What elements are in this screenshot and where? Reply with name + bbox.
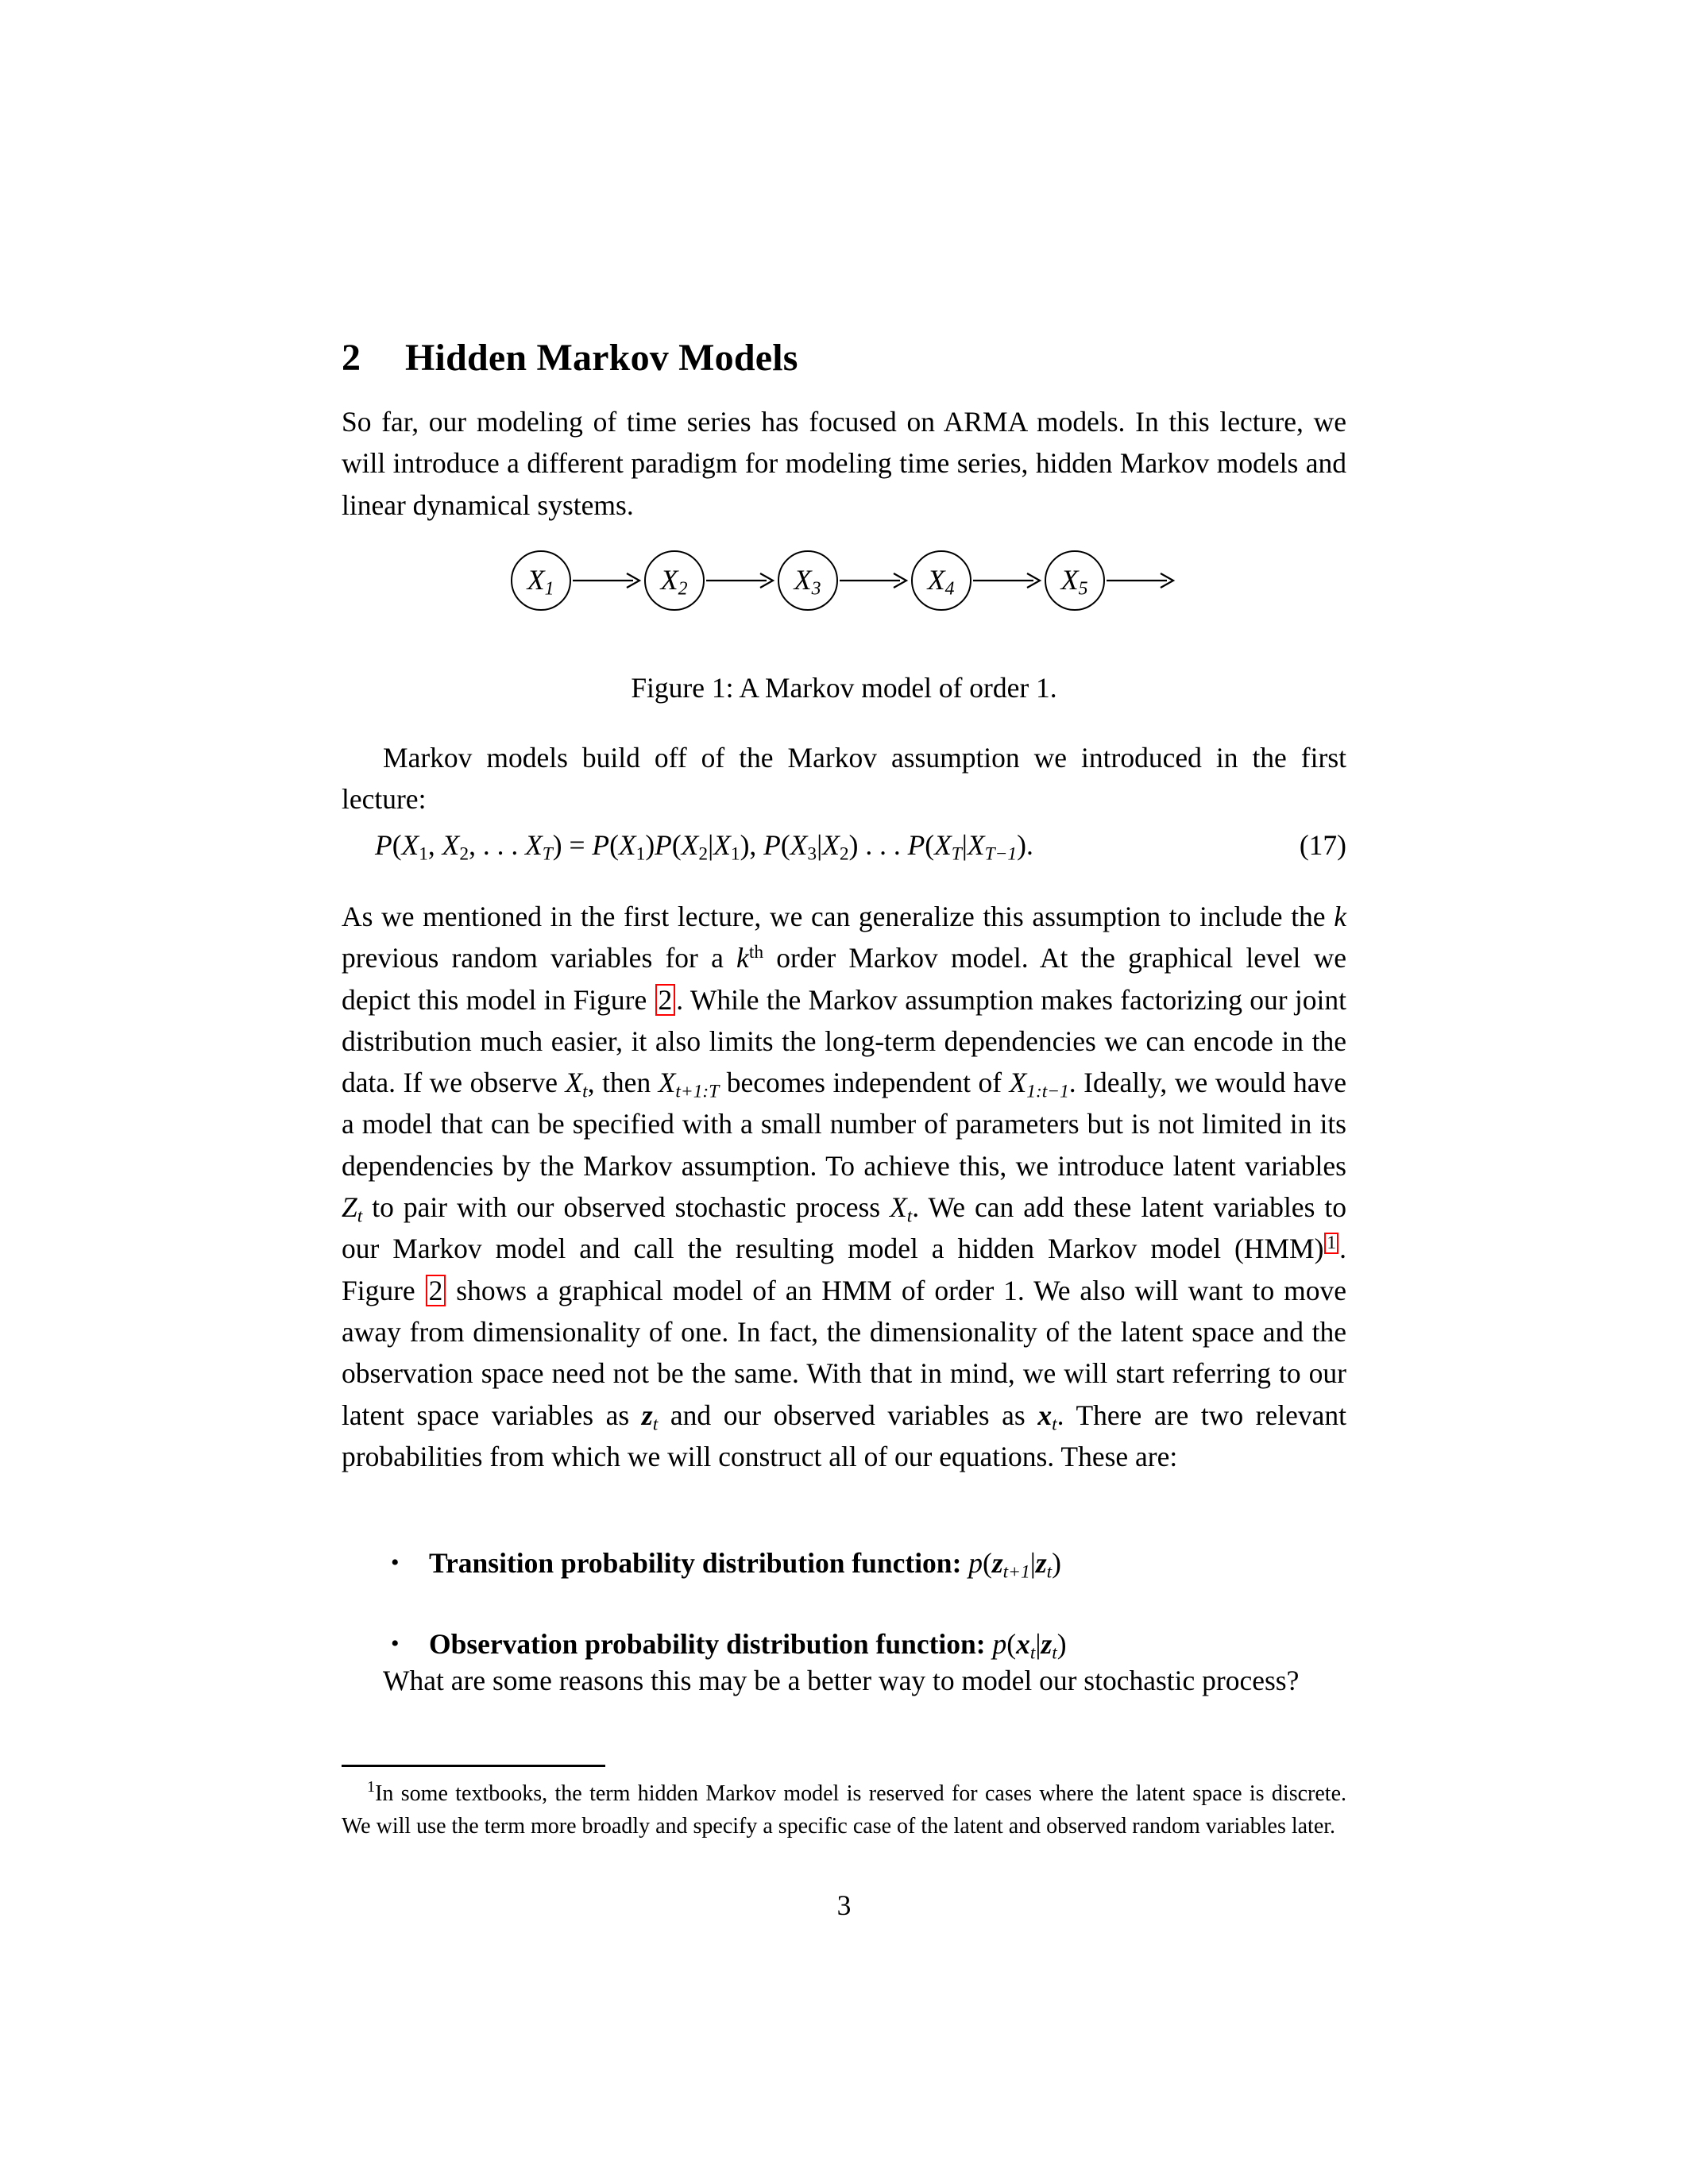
node-label-base: X xyxy=(660,564,678,596)
text-run: shows a graphical model of an HMM of order 1. We also will want to move away from dimensionality of one. In fact, the dimensionality of the latent space and the observation space need not be the same. With that in mind, we will start referring to our latent space variables as xyxy=(342,1274,1346,1431)
eq-sub: 2 xyxy=(839,843,849,865)
math-p: p xyxy=(992,1628,1007,1660)
markov-assumption-paragraph: Markov models build off of the Markov assumption we introduced in the first lecture: xyxy=(342,742,1346,816)
chain-arrow-1 xyxy=(571,566,644,595)
eq-P: P xyxy=(763,829,781,861)
eq-X: X xyxy=(618,829,636,861)
math-X: X xyxy=(1009,1067,1027,1099)
math-bar: | xyxy=(1035,1628,1041,1660)
chain-node-x2 xyxy=(644,550,705,611)
eq-bar: | xyxy=(708,829,714,861)
eq-X: X xyxy=(525,829,543,861)
list-item xyxy=(342,1542,1346,1584)
eq-dots: . . . xyxy=(865,829,901,861)
bullet-term: Transition probability distribution function xyxy=(429,1547,952,1579)
math-subscript: t xyxy=(357,1206,363,1227)
figure-2-reference-link[interactable]: 2 xyxy=(655,984,676,1016)
math-k: k xyxy=(1334,901,1346,932)
math-x-vector: x xyxy=(1037,1399,1053,1431)
eq-P: P xyxy=(375,829,392,861)
eq-bar: | xyxy=(817,829,823,861)
eq-sub: 1 xyxy=(635,843,646,865)
eq-sub: 3 xyxy=(807,843,817,865)
chain-node-x3 xyxy=(778,550,838,611)
equation-17-body: $P(X_1$, $X_2$, . . . $X_T) = P(X_1)P(X_2|X_1)$, $P(X_3|X_2)$ . . . $P(X_T|X_{T-1})$. xyxy=(375,829,1033,865)
math-paren-close: ) xyxy=(1056,1628,1067,1660)
probability-definitions-list xyxy=(342,1542,1346,1665)
eq-bar: | xyxy=(961,829,968,861)
footnote-block xyxy=(342,1777,1346,1843)
math-subscript: t xyxy=(1052,1414,1057,1435)
chain-node-x5 xyxy=(1045,550,1105,611)
figure-2-reference-link[interactable]: 2 xyxy=(426,1275,446,1306)
eq-X: X xyxy=(442,829,460,861)
footnote-mark: 1 xyxy=(367,1777,376,1796)
eq-comma: , xyxy=(427,829,435,861)
math-z-vector: z xyxy=(641,1399,653,1431)
closing-paragraph: What are some reasons this may be a better way to model our stochastic process? xyxy=(383,1665,1300,1696)
eq-sub: T xyxy=(951,843,962,865)
text-run: previous random variables for a xyxy=(342,942,737,974)
text-run: . Ideally, we would have a model that can be specified with a small number of parameters but is not limited in its dependencies by the Markov assumption. To achieve this, we introduce latent variables xyxy=(342,1067,1346,1182)
bullet-colon: : xyxy=(975,1628,986,1660)
text-run: becomes independent of xyxy=(719,1067,1010,1099)
node-label-subscript: 3 xyxy=(811,578,821,600)
markov-chain-diagram xyxy=(511,550,1178,611)
eq-X: X xyxy=(790,829,808,861)
math-subscript: t xyxy=(1052,1642,1057,1664)
eq-period: . xyxy=(1026,829,1033,861)
text-run: . We can add these latent variables to our Markov model and call the resulting model a hidden Markov model (HMM) xyxy=(342,1191,1346,1265)
math-th-superscript: th xyxy=(748,942,764,963)
math-k: k xyxy=(736,942,749,974)
node-label-base: X xyxy=(1060,564,1079,596)
eq-X: X xyxy=(822,829,840,861)
figure-1-markov-chain xyxy=(0,550,1688,611)
math-subscript: 1:t−1 xyxy=(1026,1081,1069,1102)
chain-node-x4 xyxy=(911,550,971,611)
section-number: 2 xyxy=(342,337,361,379)
node-label-base: X xyxy=(794,564,812,596)
chain-arrow-trailing xyxy=(1105,566,1178,595)
intro-paragraph: So far, our modeling of time series has focused on ARMA models. In this lecture, we will introduce a different paradigm for modeling time series, hidden Markov models and linear dynamical systems. xyxy=(342,406,1346,521)
node-label-subscript: 2 xyxy=(678,578,688,600)
figure-1-caption: Figure 1: A Markov model of order 1. xyxy=(631,672,1057,704)
footnote-1-reference-link[interactable]: 1 xyxy=(1324,1233,1338,1254)
chain-arrow-4 xyxy=(971,566,1045,595)
math-z-vector: z xyxy=(1041,1628,1053,1660)
eq-X: X xyxy=(713,829,731,861)
page-number: 3 xyxy=(836,1889,852,1921)
eq-comma: , xyxy=(469,829,476,861)
eq-sub: 2 xyxy=(698,843,709,865)
math-X: X xyxy=(890,1191,907,1224)
footnote-text: In some textbooks, the term hidden Markov model is reserved for cases where the latent space is discrete. We will use the term more broadly and specify a specific case of the latent and observed random variables later. xyxy=(342,1781,1346,1839)
math-paren-open: ( xyxy=(1006,1628,1017,1660)
eq-P: P xyxy=(592,829,610,861)
node-label-subscript: 5 xyxy=(1078,578,1088,600)
list-item xyxy=(342,1623,1346,1665)
math-Z: Z xyxy=(342,1191,357,1224)
chain-arrow-2 xyxy=(705,566,778,595)
footnote-separator-rule xyxy=(342,1765,605,1767)
eq-P: P xyxy=(655,829,672,861)
math-subscript: t xyxy=(906,1206,913,1227)
eq-sub: T−1 xyxy=(984,843,1018,865)
eq-X: X xyxy=(401,829,419,861)
math-paren-open: ( xyxy=(983,1547,992,1579)
math-subscript: t xyxy=(652,1414,659,1435)
eq-sub: T xyxy=(542,843,553,865)
page-title xyxy=(342,338,1346,380)
eq-dots: . . . xyxy=(482,829,519,861)
text-run: to pair with our observed stochastic process xyxy=(362,1191,890,1224)
node-label-subscript: 1 xyxy=(544,578,554,600)
text-run: and our observed variables as xyxy=(658,1399,1038,1431)
math-x-vector: x xyxy=(1016,1628,1030,1660)
text-run: order Markov model. At the graphical level we depict this model in Figure xyxy=(342,942,1346,1016)
eq-sub: 2 xyxy=(459,843,469,865)
eq-equals: = xyxy=(569,829,585,861)
math-z-vector: z xyxy=(1035,1547,1047,1579)
text-run: . While the Markov assumption makes factorizing our joint distribution much easier, it also limits the long-term dependencies we can encode in the data. If we observe xyxy=(342,983,1346,1099)
math-p: p xyxy=(968,1547,983,1579)
math-X: X xyxy=(658,1067,676,1099)
text-run: . Figure xyxy=(342,1233,1346,1306)
math-subscript: t+1 xyxy=(1002,1561,1030,1583)
eq-X: X xyxy=(934,829,952,861)
bullet-marker: • xyxy=(391,1630,400,1657)
equation-17-number: (17) xyxy=(1299,829,1346,861)
math-bar: | xyxy=(1029,1547,1036,1579)
math-subscript: t xyxy=(1029,1642,1036,1664)
math-subscript: t+1:T xyxy=(675,1081,720,1102)
math-z-vector: z xyxy=(991,1547,1003,1579)
chain-node-x1 xyxy=(511,550,571,611)
eq-X: X xyxy=(967,829,985,861)
text-run: , then xyxy=(587,1067,659,1099)
eq-sub: 1 xyxy=(730,843,740,865)
bullet-term: Observation probability distribution function xyxy=(429,1628,976,1660)
main-body-paragraph xyxy=(342,896,1346,1477)
math-paren-close: ) xyxy=(1052,1547,1061,1579)
eq-P: P xyxy=(907,829,925,861)
eq-X: X xyxy=(681,829,699,861)
eq-comma: , xyxy=(749,829,757,861)
section-title: Hidden Markov Models xyxy=(405,337,798,379)
math-X: X xyxy=(565,1067,583,1099)
chain-arrow-3 xyxy=(838,566,911,595)
eq-sub: 1 xyxy=(419,843,428,865)
node-label-subscript: 4 xyxy=(944,578,955,600)
math-subscript: t xyxy=(582,1081,588,1102)
node-label-base: X xyxy=(527,564,545,596)
bullet-colon: : xyxy=(952,1547,962,1579)
math-subscript: t xyxy=(1046,1561,1053,1583)
text-run: . There are two relevant probabilities from which we will construct all of our equations. These are: xyxy=(342,1399,1346,1472)
text-run: As we mentioned in the first lecture, we can generalize this assumption to include the xyxy=(342,901,1335,932)
node-label-base: X xyxy=(927,564,945,596)
bullet-marker: • xyxy=(391,1549,400,1576)
